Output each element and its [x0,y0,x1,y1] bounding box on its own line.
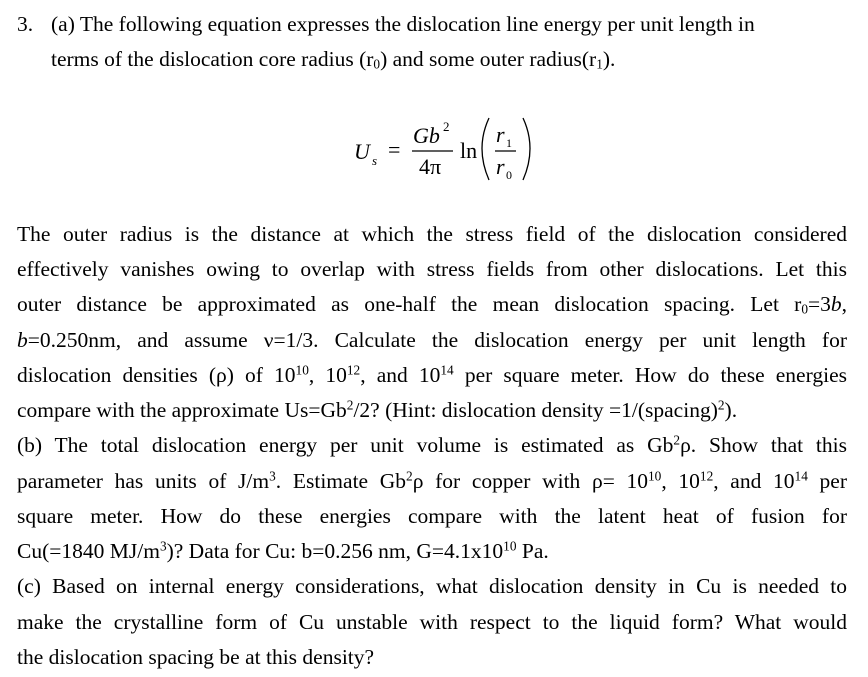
eq-right-paren [523,118,530,180]
question-intro-line-2: terms of the dislocation core radius $(r_0)$ and some outer $radius(r_1)$. [51,47,616,72]
eq-numerator: Gb [413,123,440,148]
part-b-line-1: (b) The total dislocation energy per unit volume is estimated as Gb$^2$ρ. Show that this [17,432,847,457]
eq-r-bottom-sub: 0 [506,168,512,182]
eq-equals: = [388,137,401,162]
eq-r-top: r [496,122,505,147]
eq-numerator-sup: 2 [443,119,450,134]
eq-ln: ln [460,138,478,163]
eq-denominator: 4π [419,154,442,179]
part-b-line-4: Cu(=1840 $MJ/m^3$)? Data for Cu: b=0.256 nm, $G=4.1x10^{10}$ Pa. [17,538,549,563]
eq-r-bottom: r [496,154,505,179]
part-b-line-3: square meter. How do these energies compare with the latent heat of fusion for [17,504,847,528]
paragraph-a-line-6: compare with the approximate $Us=Gb^2/2$? (Hint: dislocation density =1/(spacing)$^2$). [17,397,738,422]
part-c-line-3: the dislocation spacing be at this density? [17,645,375,669]
part-c-line-2: make the crystalline form of Cu unstable with respect to the liquid form? What would [17,610,847,634]
paragraph-a-line-2: effectively vanishes owing to overlap with stress fields from other dislocations. Let this [17,257,847,281]
part-b-line-2: parameter has units of $J/m^3$. Estimate Gb$^2$ρ for copper with $\rho= 10^{10}$, $10^{12}$, and $10^{14}$ per [17,468,847,493]
question-number: 3. [17,12,34,36]
eq-lhs-sub: s [372,153,378,168]
eq-lhs: U [354,139,370,164]
eq-r-top-sub: 1 [506,136,512,150]
paragraph-a-line-4: b=0.250nm, and assume ν=1/3. Calculate the dislocation energy per unit length for [17,328,847,352]
question-intro-line-1: (a) The following equation expresses the dislocation line energy per unit length in [51,12,755,36]
part-c-line-1: (c) Based on internal energy considerations, what dislocation density in Cu is needed to [17,574,847,598]
paragraph-a-line-5: dislocation densities (ρ) of $10^{10}$, $10^{12}$, and $10^{14}$ per square meter. How do these energies [17,362,847,387]
eq-left-paren [482,118,489,180]
dislocation-energy-equation [350,110,550,190]
paragraph-a-line-3: outer distance be approximated as one-half the mean dislocation spacing. Let $r_0=3b$, [17,292,847,317]
paragraph-a-line-1: The outer radius is the distance at which the stress field of the dislocation considered [17,222,847,246]
